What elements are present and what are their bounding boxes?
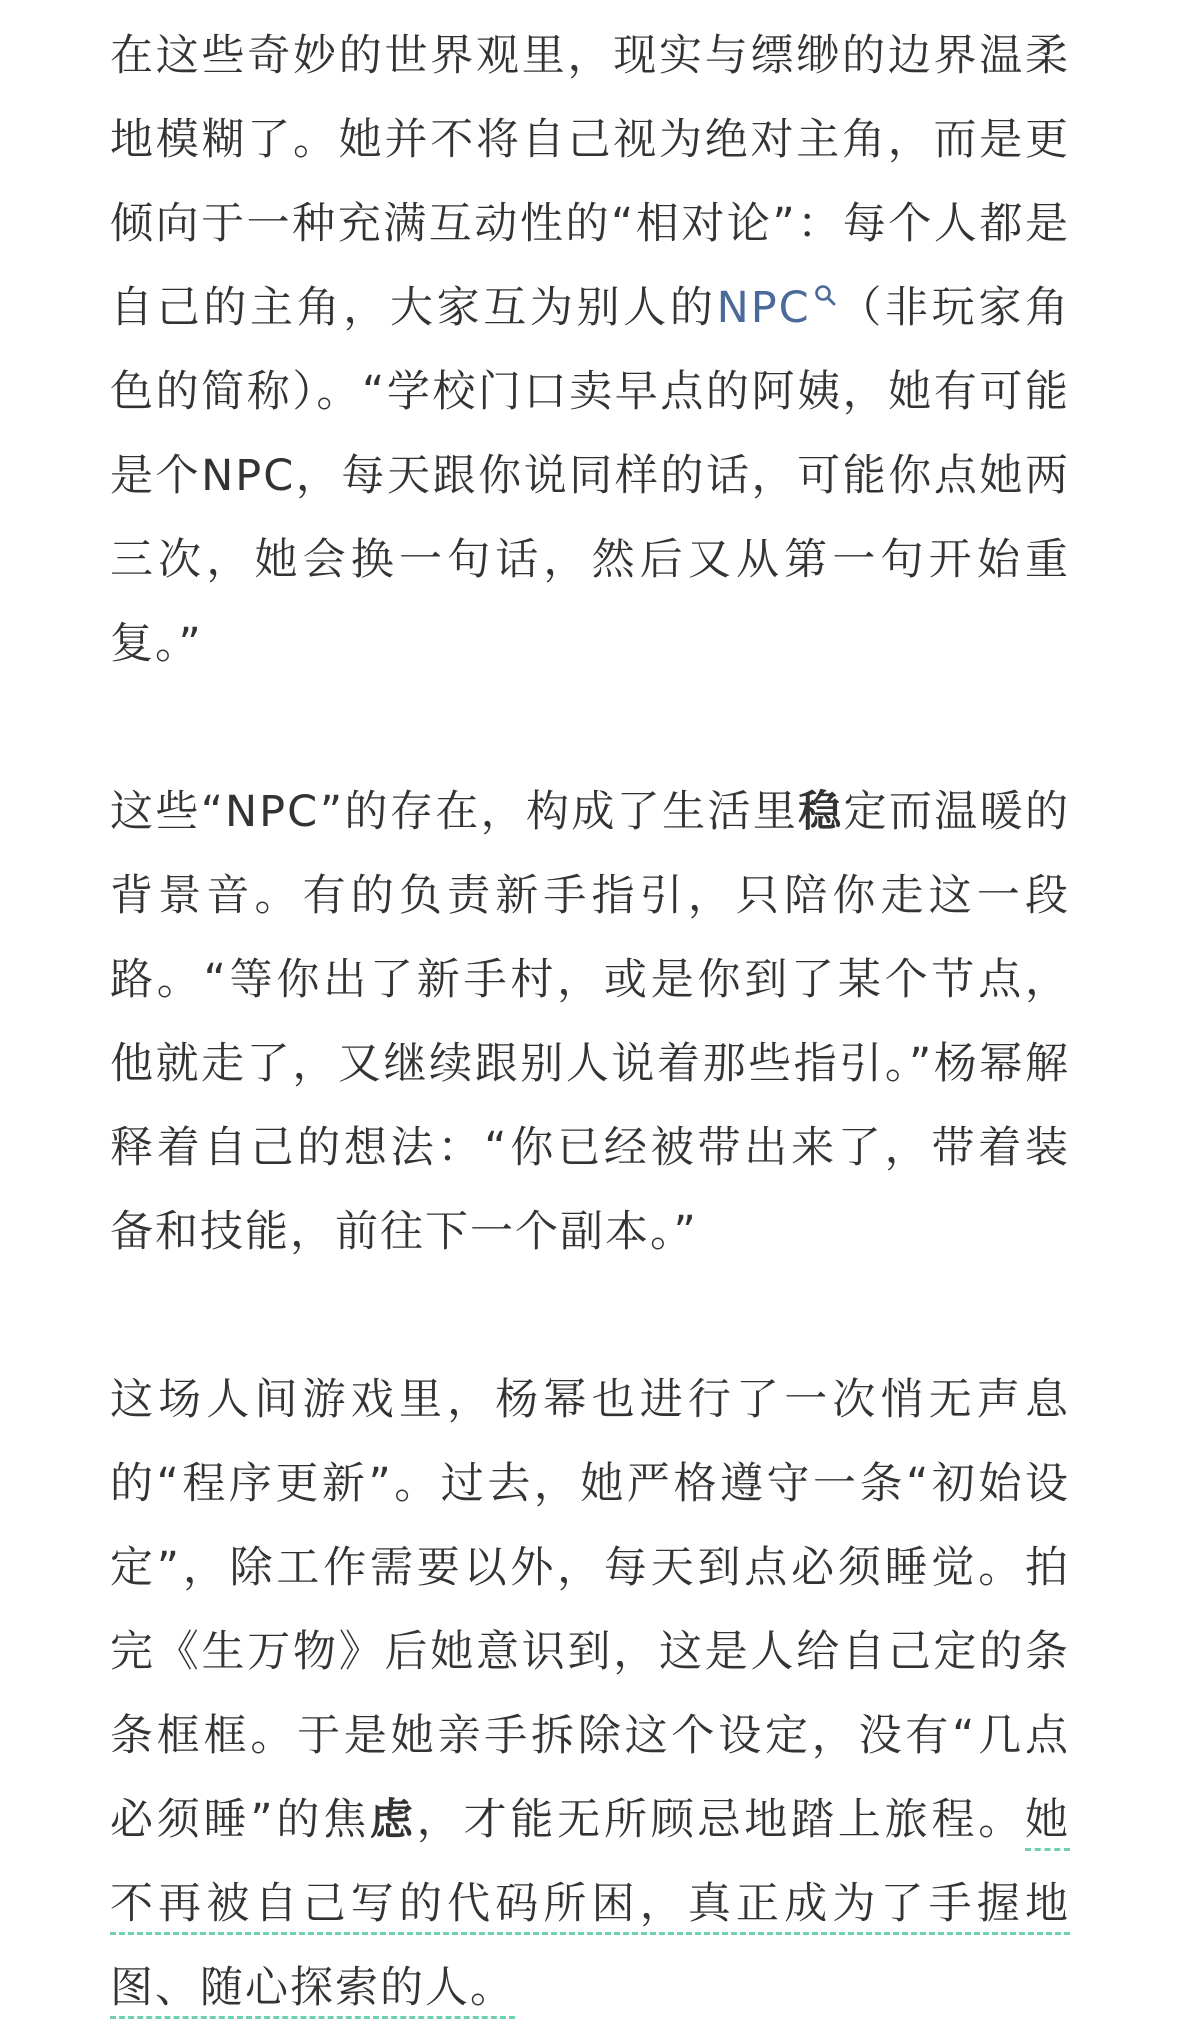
paragraph-1-text-b: （非玩家角色的简称）。“学校门口卖早点的阿姨，她有可能是个NPC，每天跟你说同样的话，可能你点她两三次，她会换一句话，然后又从第一句开始重复。”	[110, 283, 1071, 669]
paragraph-2-text-b: 定而温暖的背景音。有的负责新手指引，只陪你走这一段路。“等你出了新手村，或是你到了某个节点，他就走了，又继续跟别人说着那些指引。”杨幂解释着自己的想法：“你已经被带出来了，带着装备和技能，前往下一个副本。”	[110, 787, 1071, 1257]
paragraph-1	[110, 14, 1070, 686]
paragraph-3-text-a: 这场人间游戏里，杨幂也进行了一次悄无声息的“程序更新”。过去，她严格遵守一条“初始设定”，除工作需要以外，每天到点必须睡觉。拍完《生万物》后她意识到，这是人给自己定的条条框框。于是她亲手拆除这个设定，没有“几点必须睡”的焦	[110, 1375, 1070, 1845]
paragraph-3	[110, 1358, 1070, 2030]
paragraph-3-bold-char: 虑	[370, 1795, 417, 1845]
paragraph-2-bold-char: 稳	[798, 787, 844, 837]
paragraph-2-text-a: 这些“NPC”的存在，构成了生活里	[110, 787, 799, 837]
npc-link-label[interactable]: NPC	[716, 283, 811, 333]
paragraph-3-text-b: ，才能无所顾忌地踏上旅程。	[416, 1795, 1026, 1845]
paragraph-2	[110, 770, 1070, 1274]
search-icon[interactable]	[813, 283, 837, 307]
npc-search-link[interactable]	[717, 283, 837, 333]
article-body	[110, 14, 1070, 2030]
highlighted-sentence: 她不再被自己写的代码所困，真正成为了手握地图、随心探索的人。	[110, 1795, 1071, 2013]
paragraph-1-text-a: 在这些奇妙的世界观里，现实与缥缈的边界温柔地模糊了。她并不将自己视为绝对主角，而是更倾向于一种充满互动性的“相对论”：每个人都是自己的主角，大家互为别人的	[110, 31, 1070, 333]
